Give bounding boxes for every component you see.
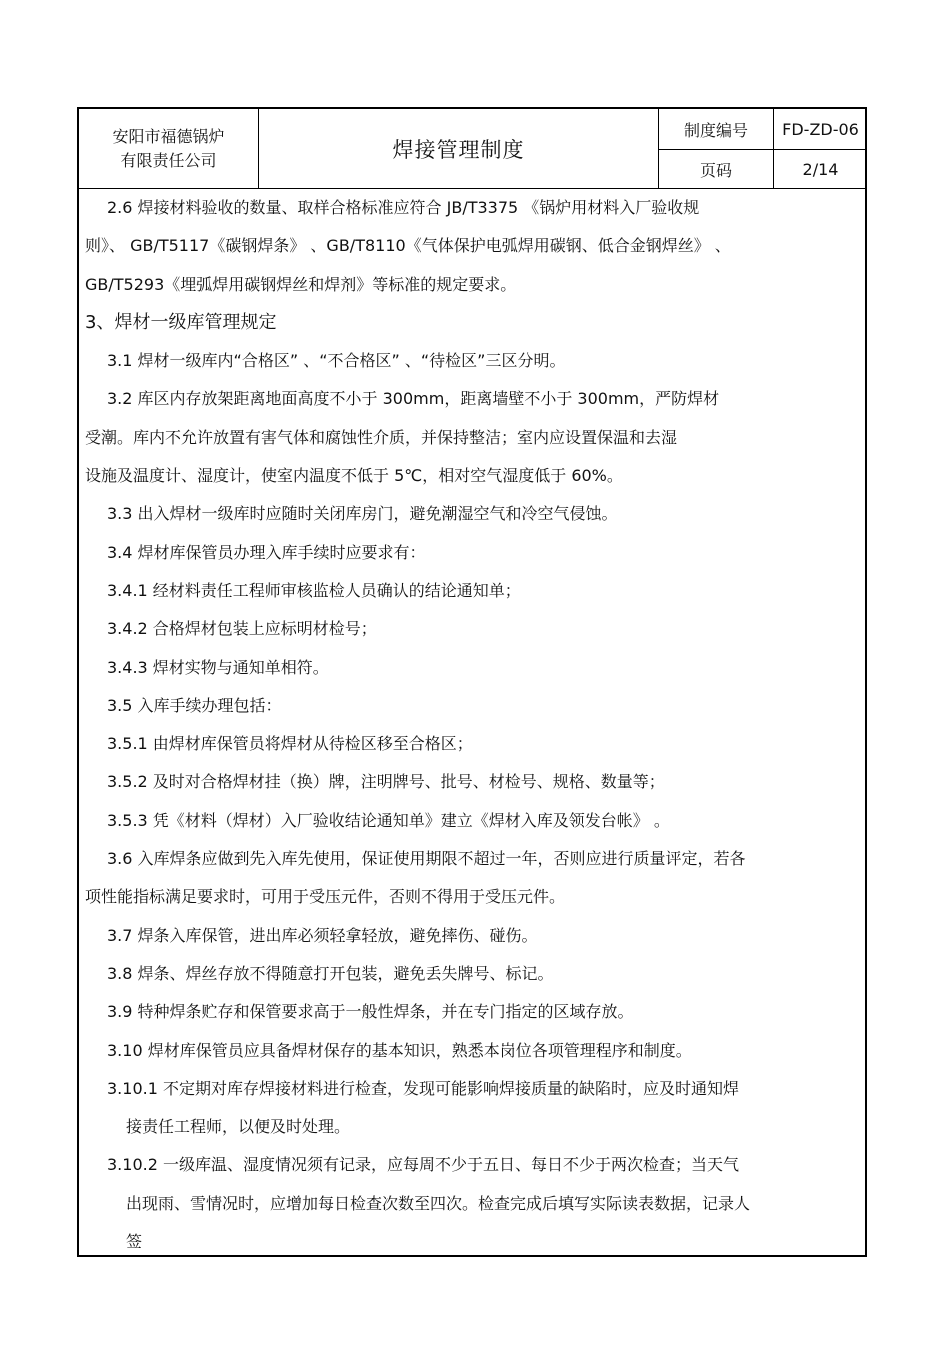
paragraph-line: 签 bbox=[126, 1232, 143, 1252]
page-number-value: 2/14 bbox=[774, 150, 867, 189]
paragraph-line: 3.2 库区内存放架距离地面高度不小于 300mm，距离墙壁不小于 300mm，严防焊材 bbox=[107, 389, 720, 409]
paragraph-line: 3.1 焊材一级库内“合格区” 、“不合格区” 、“待检区”三区分明。 bbox=[107, 351, 566, 371]
doc-number-value: FD-ZD-06 bbox=[774, 109, 867, 150]
paragraph-line: 3.10.2 一级库温、湿度情况须有记录，应每周不少于五日、每日不少于两次检查；当天气 bbox=[107, 1155, 739, 1175]
paragraph-line: 3.4.2 合格焊材包装上应标明材检号； bbox=[107, 619, 377, 639]
document-frame bbox=[77, 107, 867, 1257]
paragraph-line: 3.10.1 不定期对库存焊接材料进行检查，发现可能影响焊接质量的缺陷时，应及时通知焊 bbox=[107, 1078, 739, 1098]
paragraph-line: 受潮。库内不允许放置有害气体和腐蚀性介质，并保持整洁；室内应设置保温和去湿 bbox=[85, 427, 678, 447]
company-name-cell bbox=[79, 109, 259, 189]
company-name-line1: 安阳市福德锅炉 bbox=[112, 126, 225, 146]
doc-number-label: 制度编号 bbox=[659, 109, 774, 150]
paragraph-line: 3.7 焊条入库保管，进出库必须轻拿轻放，避免摔伤、碰伤。 bbox=[107, 925, 538, 945]
paragraph-line: 则》、 GB/T5117《碳钢焊条》 、GB/T8110《气体保护电弧焊用碳钢、低合金钢焊丝》 、 bbox=[85, 236, 731, 256]
document-body bbox=[79, 189, 865, 1261]
paragraph-line: 3.8 焊条、焊丝存放不得随意打开包装，避免丢失牌号、标记。 bbox=[107, 963, 554, 983]
paragraph-line: 3.9 特种焊条贮存和保管要求高于一般性焊条，并在专门指定的区域存放。 bbox=[107, 1002, 634, 1022]
paragraph-line: 出现雨、雪情况时，应增加每日检查次数至四次。检查完成后填写实际读表数据，记录人 bbox=[126, 1193, 751, 1213]
paragraph-line: 设施及温度计、湿度计，使室内温度不低于 5℃，相对空气湿度低于 60%。 bbox=[85, 466, 623, 486]
section-heading: 3、焊材一级库管理规定 bbox=[85, 311, 277, 333]
paragraph-line: GB/T5293《埋弧焊用碳钢焊丝和焊剂》等标准的规定要求。 bbox=[85, 274, 517, 294]
paragraph-line: 3.4.1 经材料责任工程师审核监检人员确认的结论通知单； bbox=[107, 580, 521, 600]
paragraph-line: 3.5.2 及时对合格焊材挂（换）牌，注明牌号、批号、材检号、规格、数量等； bbox=[107, 772, 665, 792]
paragraph-line: 3.6 入库焊条应做到先入库先使用，保证使用期限不超过一年，否则应进行质量评定，若各 bbox=[107, 849, 746, 869]
paragraph-line: 3.5 入库手续办理包括： bbox=[107, 695, 282, 715]
paragraph-line: 接责任工程师，以便及时处理。 bbox=[126, 1117, 351, 1137]
paragraph-line: 3.3 出入焊材一级库时应随时关闭库房门，避免潮湿空气和冷空气侵蚀。 bbox=[107, 504, 618, 524]
page-label: 页码 bbox=[659, 150, 774, 189]
paragraph-line: 项性能指标满足要求时，可用于受压元件，否则不得用于受压元件。 bbox=[85, 887, 566, 907]
paragraph-line: 2.6 焊接材料验收的数量、取样合格标准应符合 JB/T3375 《锅炉用材料入厂验收规 bbox=[107, 198, 700, 217]
paragraph-line: 3.4 焊材库保管员办理入库手续时应要求有： bbox=[107, 542, 426, 562]
paragraph-line: 3.10 焊材库保管员应具备焊材保存的基本知识，熟悉本岗位各项管理程序和制度。 bbox=[107, 1040, 692, 1060]
company-name-line2: 有限责任公司 bbox=[120, 150, 217, 170]
paragraph-line: 3.5.3 凭《材料（焊材）入厂验收结论通知单》建立《焊材入库及领发台帐》 。 bbox=[107, 810, 670, 830]
paragraph-line: 3.4.3 焊材实物与通知单相符。 bbox=[107, 657, 329, 677]
document-title: 焊接管理制度 bbox=[259, 109, 659, 189]
paragraph-line: 3.5.1 由焊材库保管员将焊材从待检区移至合格区； bbox=[107, 734, 473, 754]
